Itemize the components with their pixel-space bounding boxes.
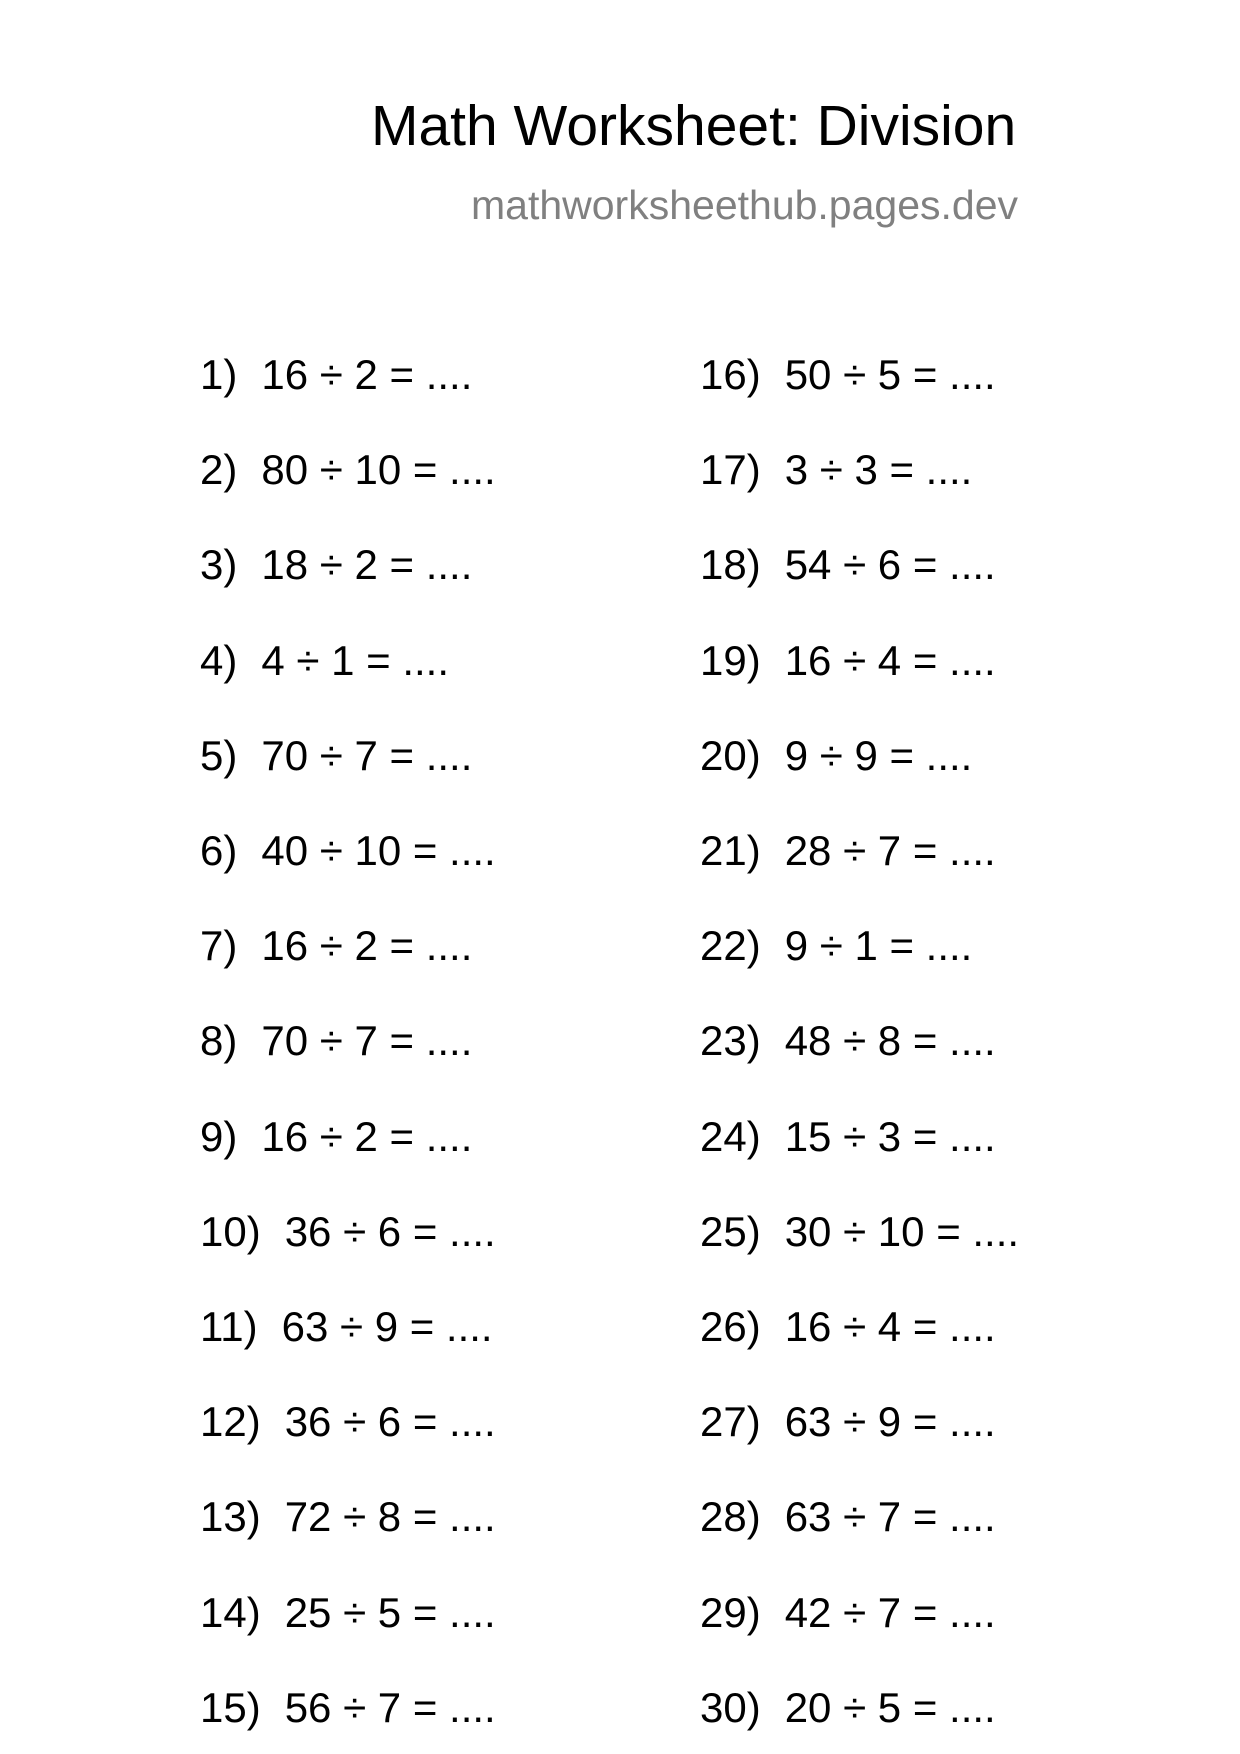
problem-item [700,1301,996,1353]
problem-number: 25) [700,1208,761,1255]
problem-number: 12) [200,1398,261,1445]
problem-item [200,349,472,401]
problem-item [200,1396,496,1448]
problem-item [200,1587,496,1639]
problem-expression: 18 ÷ 2 = .... [261,541,473,588]
problem-item [700,539,996,591]
problem-number: 18) [700,541,761,588]
problem-number: 26) [700,1303,761,1350]
problem-number: 22) [700,922,761,969]
problem-expression: 70 ÷ 7 = .... [261,1017,473,1064]
problem-item [700,1491,996,1543]
problem-item [200,635,449,687]
problem-item [200,920,472,972]
problem-number: 1) [200,351,238,398]
problem-item [700,1206,1019,1258]
problem-expression: 63 ÷ 9 = .... [784,1398,996,1445]
problem-item [700,825,996,877]
problem-item [700,444,972,496]
site-url: mathworksheethub.pages.dev [471,182,1019,228]
problem-item [200,1206,496,1258]
problem-number: 29) [700,1589,761,1636]
problem-expression: 48 ÷ 8 = .... [784,1017,996,1064]
problem-expression: 36 ÷ 6 = .... [284,1208,496,1255]
problem-item [700,1396,996,1448]
problem-expression: 9 ÷ 9 = .... [784,732,973,779]
problem-number: 30) [700,1684,761,1731]
page-title: Math Worksheet: Division [371,94,1017,158]
problem-item [200,1682,496,1734]
problem-number: 8) [200,1017,238,1064]
problem-expression: 42 ÷ 7 = .... [784,1589,996,1636]
problem-item [700,730,972,782]
problem-number: 6) [200,827,238,874]
problem-number: 4) [200,637,238,684]
problem-expression: 63 ÷ 7 = .... [784,1493,996,1540]
problem-number: 23) [700,1017,761,1064]
problem-number: 11) [200,1303,258,1350]
problem-expression: 40 ÷ 10 = .... [261,827,496,874]
problem-expression: 72 ÷ 8 = .... [284,1493,496,1540]
problem-number: 19) [700,637,761,684]
problem-item [700,1587,996,1639]
problem-expression: 20 ÷ 5 = .... [784,1684,996,1731]
problem-number: 14) [200,1589,261,1636]
problem-expression: 16 ÷ 2 = .... [261,922,473,969]
problem-expression: 70 ÷ 7 = .... [261,732,473,779]
problem-expression: 15 ÷ 3 = .... [784,1113,996,1160]
problem-number: 27) [700,1398,761,1445]
problem-item [700,1111,996,1163]
problem-item [200,825,496,877]
problem-item [200,1015,472,1067]
problem-expression: 4 ÷ 1 = .... [261,637,450,684]
problem-number: 20) [700,732,761,779]
problem-expression: 16 ÷ 2 = .... [261,1113,473,1160]
problem-expression: 3 ÷ 3 = .... [784,446,973,493]
problem-number: 16) [700,351,761,398]
problem-expression: 56 ÷ 7 = .... [284,1684,496,1731]
problem-item [700,1015,996,1067]
problem-expression: 80 ÷ 10 = .... [261,446,496,493]
problem-expression: 16 ÷ 4 = .... [784,637,996,684]
problem-item [200,1111,472,1163]
problem-item [200,539,472,591]
problem-expression: 54 ÷ 6 = .... [784,541,996,588]
problem-number: 3) [200,541,238,588]
problem-item [200,1301,493,1353]
problem-number: 10) [200,1208,261,1255]
problem-number: 17) [700,446,761,493]
problem-number: 13) [200,1493,261,1540]
problem-expression: 16 ÷ 4 = .... [784,1303,996,1350]
problem-item [700,1682,996,1734]
problem-number: 24) [700,1113,761,1160]
problem-item [200,1491,496,1543]
problem-item [700,635,996,687]
problem-expression: 9 ÷ 1 = .... [784,922,973,969]
problem-number: 15) [200,1684,261,1731]
problem-expression: 63 ÷ 9 = .... [281,1303,493,1350]
problem-number: 9) [200,1113,238,1160]
problem-expression: 50 ÷ 5 = .... [784,351,996,398]
problem-item [700,349,996,401]
problem-item [700,920,972,972]
problem-expression: 25 ÷ 5 = .... [284,1589,496,1636]
problem-number: 21) [700,827,761,874]
problem-item [200,444,496,496]
problem-number: 2) [200,446,238,493]
problem-number: 28) [700,1493,761,1540]
problem-number: 7) [200,922,238,969]
problem-expression: 36 ÷ 6 = .... [284,1398,496,1445]
problem-item [200,730,472,782]
problem-expression: 16 ÷ 2 = .... [261,351,473,398]
problem-expression: 30 ÷ 10 = .... [784,1208,1020,1255]
problem-expression: 28 ÷ 7 = .... [784,827,996,874]
problem-number: 5) [200,732,238,779]
